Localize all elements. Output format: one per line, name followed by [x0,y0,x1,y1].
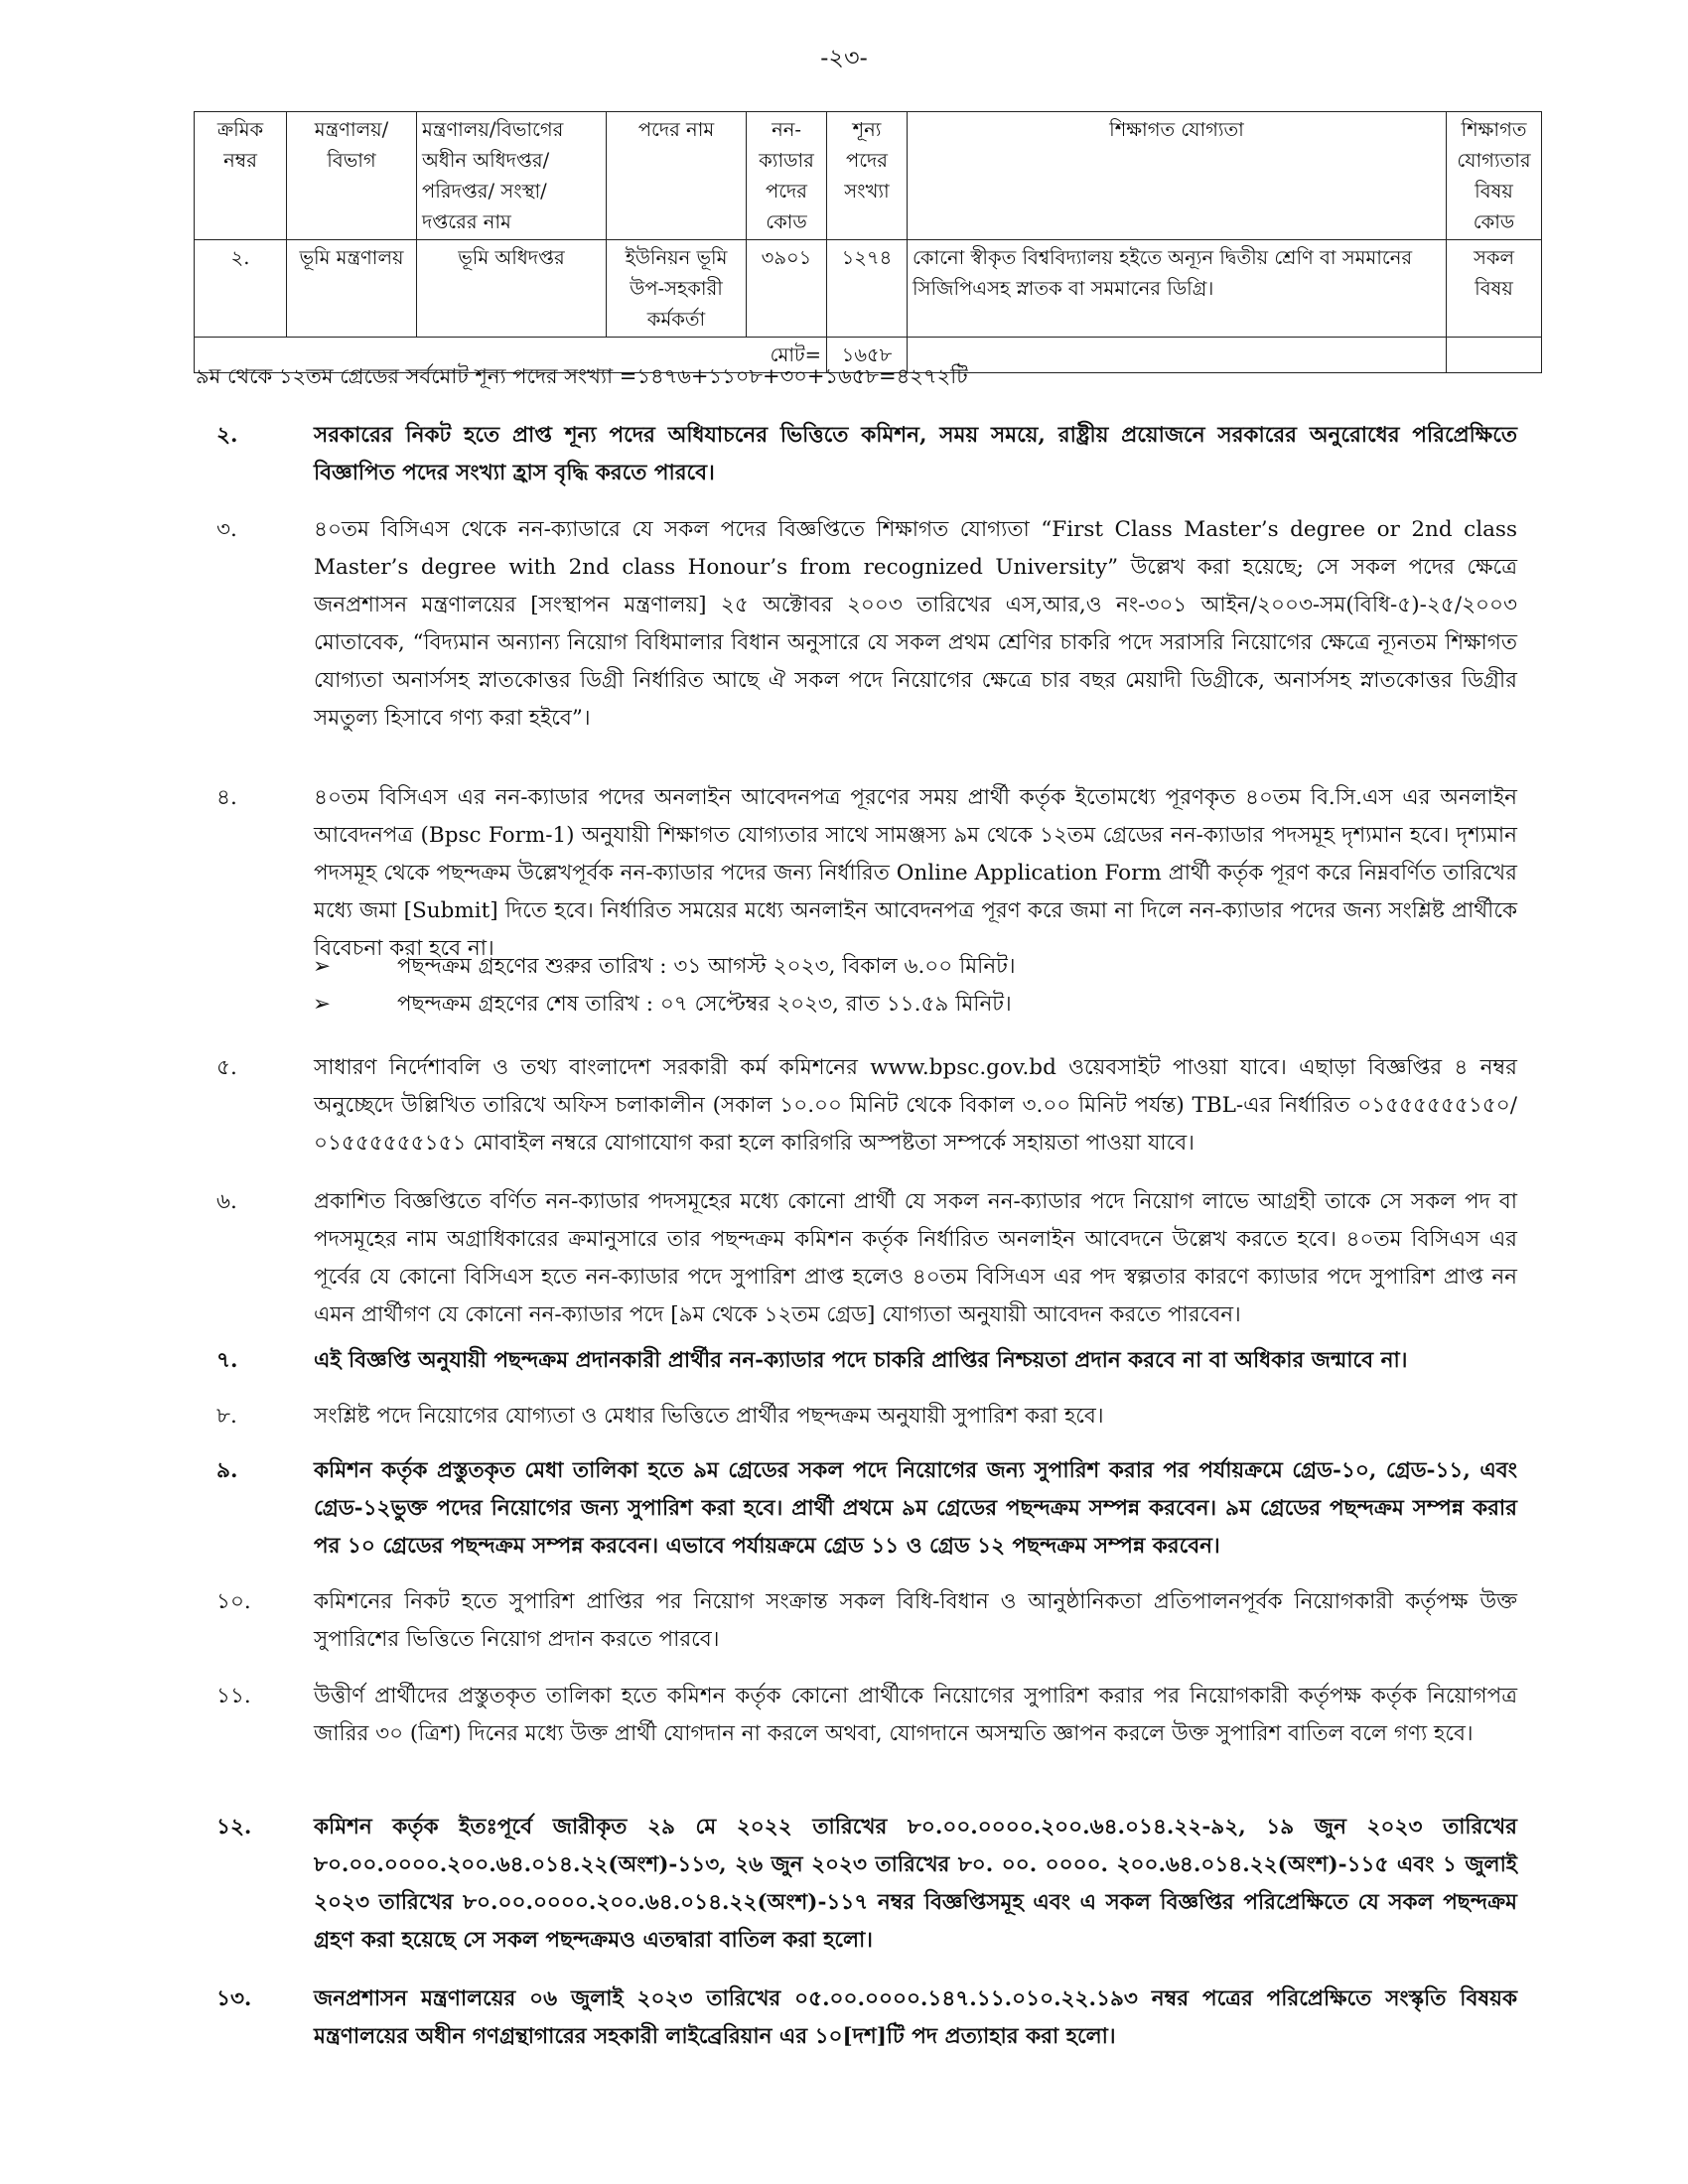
paragraph-text: কমিশনের নিকট হতে সুপারিশ প্রাপ্তির পর নিয়োগ সংক্রান্ত সকল বিধি-বিধান ও আনুষ্ঠানিকতা প্রতিপালনপূর্বক নিয়োগকারী কর্তৃপক্ষ উক্ত সুপারিশের ভিত্তিতে নিয়োগ প্রদান করতে পারবে। [314,1589,1517,1652]
cell-department: ভূমি অধিদপ্তর [417,240,607,338]
header-post: পদের নাম [607,112,747,240]
list-item [313,986,1016,1024]
paragraph-13 [216,1980,1517,2056]
header-department: মন্ত্রণালয়/বিভাগের অধীন অধিদপ্তর/পরিদপ্তর/ সংস্থা/দপ্তরের নাম [417,112,607,240]
total-label: মোট= [195,338,827,373]
cell-post: ইউনিয়ন ভূমি উপ-সহকারী কর্মকর্তা [607,240,747,338]
paragraph-text: জনপ্রশাসন মন্ত্রণালয়ের ০৬ জুলাই ২০২৩ তারিখের ০৫.০০.০০০০.১৪৭.১১.০১০.২২.১৯৩ নম্বর পত্রের পরিপ্রেক্ষিতে সংস্কৃতি বিষয়ক মন্ত্রণালয়ের অধীন গণগ্রন্থাগারের সহকারী লাইব্রেরিয়ান এর ১০[দশ]টি পদ প্রত্যাহার করা হলো। [314,1986,1517,2049]
cell-ministry: ভূমি মন্ত্রণালয় [287,240,417,338]
paragraph-number: ৪. [216,785,237,810]
total-value: ১৬৫৮ [827,338,908,373]
paragraph-text: সংশ্লিষ্ট পদে নিয়োগের যোগ্যতা ও মেধার ভিত্তিতে প্রার্থীর পছন্দক্রম অনুযায়ী সুপারিশ করা হবে। [314,1404,1104,1429]
paragraph-8 [216,1398,1517,1435]
paragraph-number: ৬. [216,1189,237,1214]
paragraph-number: ১৩. [216,1986,252,2011]
bullet-text: পছন্দক্রম গ্রহণের শুরুর তারিখ : ৩১ আগস্ট ২০২৩, বিকাল ৬.০০ মিনিট। [397,954,1016,979]
paragraph-text: কমিশন কর্তৃক প্রস্তুতকৃত মেধা তালিকা হতে ৯ম গ্রেডের সকল পদে নিয়োগের জন্য সুপারিশ করার পর পর্যায়ক্রমে গ্রেড-১০, গ্রেড-১১, এবং গ্রেড-১২ভুক্ত পদের নিয়োগের জন্য সুপারিশ করা হবে। প্রার্থী প্রথমে ৯ম গ্রেডের পছন্দক্রম সম্পন্ন করবেন। ৯ম গ্রেডের পছন্দক্রম সম্পন্ন করার পর ১০ গ্রেডের পছন্দক্রম সম্পন্ন করবেন। এভাবে পর্যায়ক্রমে গ্রেড ১১ ও গ্রেড ১২ পছন্দক্রম সম্পন্ন করবেন। [314,1458,1517,1559]
paragraph-5 [216,1049,1517,1162]
paragraph-number: ৯. [216,1458,238,1483]
paragraph-text: ৪০তম বিসিএস এর নন-ক্যাডার পদের অনলাইন আবেদনপত্র পূরণের সময় প্রার্থী কর্তৃক ইতোমধ্যে পূরণকৃত ৪০তম বি.সি.এস এর অনলাইন আবেদনপত্র (Bpsc Form-1) অনুযায়ী শিক্ষাগত যোগ্যতার সাথে সামঞ্জস্য ৯ম থেকে ১২তম গ্রেডের নন-ক্যাডার পদসমূহ দৃশ্যমান হবে। দৃশ্যমান পদসমূহ থেকে পছন্দক্রম উল্লেখপূর্বক নন-ক্যাডার পদের জন্য নির্ধারিত Online Application Form প্রার্থী কর্তৃক পূরণ করে নিম্নবর্ণিত তারিখের মধ্যে জমা [Submit] দিতে হবে। নির্ধারিত সময়ের মধ্যে অনলাইন আবেদনপত্র পূরণ করে জমা না দিলে নন-ক্যাডার পদের জন্য সংশ্লিষ্ট প্রার্থীকে বিবেচনা করা হবে না। [314,785,1517,961]
vacancy-table [194,111,1542,373]
cell-subject-code: সকল বিষয় [1447,240,1542,338]
total-vacancy-note: ৯ম থেকে ১২তম গ্রেডের সর্বমোট শূন্য পদের সংখ্যা =১৪৭৬+১১০৮+৩০+১৬৫৮=৪২৭২টি [196,364,968,388]
header-code: নন-ক্যাডার পদের কোড [747,112,827,240]
paragraph-number: ১০. [216,1589,251,1614]
bullet-text: পছন্দক্রম গ্রহণের শেষ তারিখ : ০৭ সেপ্টেম্বর ২০২৩, রাত ১১.৫৯ মিনিট। [397,992,1012,1017]
paragraph-number: ২. [216,423,238,448]
table-header-row [195,112,1542,240]
cell-serial: ২. [195,240,287,338]
total-blank-cell [908,338,1447,373]
arrow-bullet-icon: ➢ [313,954,332,979]
paragraph-text: এই বিজ্ঞপ্তি অনুযায়ী পছন্দক্রম প্রদানকারী প্রার্থীর নন-ক্যাডার পদে চাকরি প্রাপ্তির নিশ্চয়তা প্রদান করবে না বা অধিকার জন্মাবে না। [314,1348,1408,1373]
paragraph-number: ৩. [216,517,237,542]
header-qualification: শিক্ষাগত যোগ্যতা [908,112,1447,240]
paragraph-3 [216,511,1517,738]
arrow-bullet-icon: ➢ [313,992,332,1017]
paragraph-number: ৭. [216,1348,238,1373]
header-subject-code: শিক্ষাগত যোগ্যতার বিষয় কোড [1447,112,1542,240]
paragraph-text: সাধারণ নির্দেশাবলি ও তথ্য বাংলাদেশ সরকারী কর্ম কমিশনের www.bpsc.gov.bd ওয়েবসাইট পাওয়া যাবে। এছাড়া বিজ্ঞপ্তির ৪ নম্বর অনুচ্ছেদে উল্লিখিত তারিখে অফিস চলাকালীন (সকাল ১০.০০ মিনিট থেকে বিকাল ৩.০০ মিনিট পর্যন্ত) TBL-এর নির্ধারিত ০১৫৫৫৫৫৫১৫০/ ০১৫৫৫৫৫৫১৫১ মোবাইল নম্বরে যোগাযোগ করা হলে কারিগরি অস্পষ্টতা সম্পর্কে সহায়তা পাওয়া যাবে। [314,1055,1517,1156]
paragraph-number: ১২. [216,1815,252,1840]
table-row [195,240,1542,338]
list-item [313,948,1016,986]
paragraph-number: ৫. [216,1055,237,1080]
paragraph-number: ১১. [216,1684,251,1708]
paragraph-number: ৮. [216,1404,237,1429]
header-serial: ক্রমিক নম্বর [195,112,287,240]
cell-vacancies: ১২৭৪ [827,240,908,338]
paragraph-text: কমিশন কর্তৃক ইতঃপূর্বে জারীকৃত ২৯ মে ২০২২ তারিখের ৮০.০০.০০০০.২০০.৬৪.০১৪.২২-৯২, ১৯ জুন ২০২৩ তারিখের ৮০.০০.০০০০.২০০.৬৪.০১৪.২২(অংশ)-১১৩, ২৬ জুন ২০২৩ তারিখের ৮০. ০০. ০০০০. ২০০.৬৪.০১৪.২২(অংশ)-১১৫ এবং ১ জুলাই ২০২৩ তারিখের ৮০.০০.০০০০.২০০.৬৪.০১৪.২২(অংশ)-১১৭ নম্বর বিজ্ঞপ্তিসমূহ এবং এ সকল বিজ্ঞপ্তির পরিপ্রেক্ষিতে যে সকল পছন্দক্রম গ্রহণ করা হয়েছে সে সকল পছন্দক্রমও এতদ্বারা বাতিল করা হলো। [314,1815,1517,1953]
page-number: -২৩- [820,44,868,71]
cell-qualification: কোনো স্বীকৃত বিশ্ববিদ্যালয় হইতে অন্যূন দ্বিতীয় শ্রেণি বা সমমানের সিজিপিএসহ স্নাতক বা সমমানের ডিগ্রি। [908,240,1447,338]
paragraph-12 [216,1809,1517,1960]
header-ministry: মন্ত্রণালয়/ বিভাগ [287,112,417,240]
date-bullet-list [313,948,1016,1024]
paragraph-text: প্রকাশিত বিজ্ঞপ্তিতে বর্ণিত নন-ক্যাডার পদসমূহের মধ্যে কোনো প্রার্থী যে সকল নন-ক্যাডার পদে নিয়োগ লাভে আগ্রহী তাকে সে সকল পদ বা পদসমূহের নাম অগ্রাধিকারের ক্রমানুসারে তার পছন্দক্রম কমিশন কর্তৃক নির্ধারিত অনলাইন আবেদনে উল্লেখ করতে হবে। ৪০তম বিসিএস এর পূর্বের যে কোনো বিসিএস হতে নন-ক্যাডার পদে সুপারিশ প্রাপ্ত হলেও ৪০তম বিসিএস এর পদ স্বল্পতার কারণে ক্যাডার পদে সুপারিশ প্রাপ্ত নন এমন প্রার্থীগণ যে কোনো নন-ক্যাডার পদে [৯ম থেকে ১২তম গ্রেড] যোগ্যতা অনুযায়ী আবেদন করতে পারবেন। [314,1189,1517,1327]
paragraph-9 [216,1452,1517,1566]
paragraph-11 [216,1678,1517,1753]
paragraph-text: উত্তীর্ণ প্রার্থীদের প্রস্তুতকৃত তালিকা হতে কমিশন কর্তৃক কোনো প্রার্থীকে নিয়োগের সুপারিশ করার পর নিয়োগকারী কর্তৃপক্ষ কর্তৃক নিয়োগপত্র জারির ৩০ (ত্রিশ) দিনের মধ্যে উক্ত প্রার্থী যোগদান না করলে অথবা, যোগদানে অসম্মতি জ্ঞাপন করলে উক্ত সুপারিশ বাতিল বলে গণ্য হবে। [314,1684,1517,1746]
paragraph-2 [216,417,1517,492]
cell-code: ৩৯০১ [747,240,827,338]
header-vacancies: শূন্য পদের সংখ্যা [827,112,908,240]
paragraph-4 [216,779,1517,968]
total-blank-cell [1447,338,1542,373]
paragraph-7 [216,1342,1517,1380]
paragraph-text: ৪০তম বিসিএস থেকে নন-ক্যাডারে যে সকল পদের বিজ্ঞপ্তিতে শিক্ষাগত যোগ্যতা “First Class Master’s degree or 2nd class Master’s degree with 2nd class Honour’s from recognized University” উল্লেখ করা হয়েছে; সে সকল পদের ক্ষেত্রে জনপ্রশাসন মন্ত্রণালয়ের [সংস্থাপন মন্ত্রণালয়] ২৫ অক্টোবর ২০০৩ তারিখের এস,আর,ও নং-৩০১ আইন/২০০৩-সম(বিধি-৫)-২৫/২০০৩ মোতাবেক, “বিদ্যমান অন্যান্য নিয়োগ বিধিমালার বিধান অনুসারে যে সকল প্রথম শ্রেণির চাকরি পদে সরাসরি নিয়োগের ক্ষেত্রে ন্যূনতম শিক্ষাগত যোগ্যতা অনার্সসহ স্নাতকোত্তর ডিগ্রী নির্ধারিত আছে ঐ সকল পদে নিয়োগের ক্ষেত্রে চার বছর মেয়াদী ডিগ্রীকে, অনার্সসহ স্নাতকোত্তর ডিগ্রীর সমতুল্য হিসাবে গণ্য করা হইবে”। [314,517,1517,731]
paragraph-6 [216,1183,1517,1334]
paragraph-10 [216,1583,1517,1659]
paragraph-text: সরকারের নিকট হতে প্রাপ্ত শূন্য পদের অধিযাচনের ভিত্তিতে কমিশন, সময় সময়ে, রাষ্ট্রীয় প্রয়োজনে সরকারের অনুরোধের পরিপ্রেক্ষিতে বিজ্ঞাপিত পদের সংখ্যা হ্রাস বৃদ্ধি করতে পারবে। [314,423,1517,485]
